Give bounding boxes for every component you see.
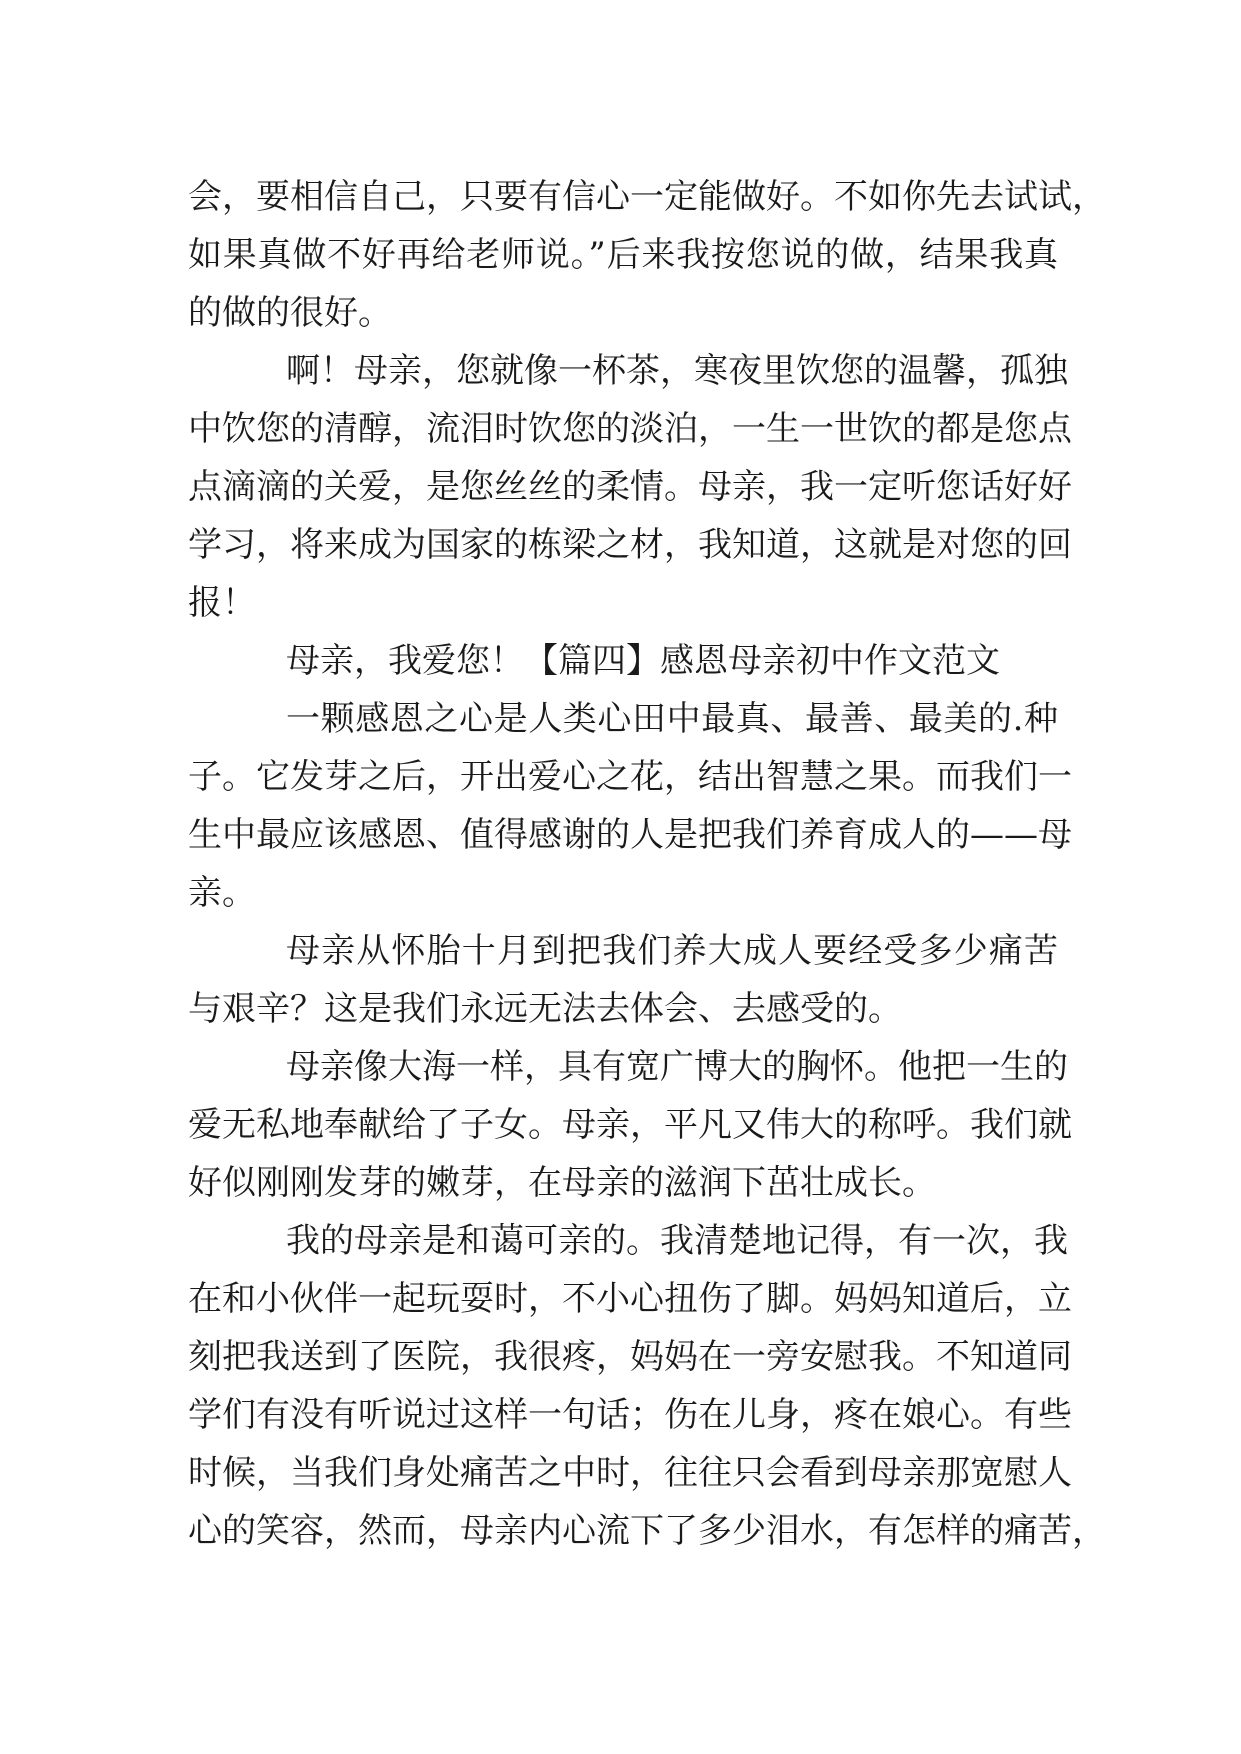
text-line: 学习，将来成为国家的栋梁之材，我知道，这就是对您的回 — [188, 525, 1072, 565]
text-line: 时候，当我们身处痛苦之中时，往往只会看到母亲那宽慰人 — [188, 1453, 1072, 1493]
text-line: 生中最应该感恩、值得感谢的人是把我们养育成人的——母 — [188, 815, 1072, 855]
text-line: 母亲像大海一样，具有宽广博大的胸怀。他把一生的 — [286, 1047, 1068, 1087]
text-line: 与艰辛？这是我们永远无法去体会、去感受的。 — [188, 989, 902, 1029]
text-line: 中饮您的清醇，流泪时饮您的淡泊，一生一世饮的都是您点 — [188, 409, 1072, 449]
text-line: 点滴滴的关爱，是您丝丝的柔情。母亲，我一定听您话好好 — [188, 467, 1072, 507]
text-line: 如果真做不好再给老师说。”后来我按您说的做，结果我真 — [188, 235, 1058, 275]
text-line: 爱无私地奉献给了子女。母亲，平凡又伟大的称呼。我们就 — [188, 1105, 1072, 1145]
text-line: 学们有没有听说过这样一句话；伤在儿身，疼在娘心。有些 — [188, 1395, 1072, 1435]
text-line: 刻把我送到了医院，我很疼，妈妈在一旁安慰我。不知道同 — [188, 1337, 1072, 1377]
text-line: 啊！母亲，您就像一杯茶，寒夜里饮您的温馨，孤独 — [286, 351, 1068, 391]
text-line: 子。它发芽之后，开出爱心之花，结出智慧之果。而我们一 — [188, 757, 1072, 797]
text-line: 报！ — [188, 583, 256, 623]
text-line: 母亲，我爱您！【篇四】感恩母亲初中作文范文 — [286, 641, 1000, 681]
text-line: 亲。 — [188, 873, 256, 913]
document-body — [188, 168, 1106, 1560]
text-line: 会，要相信自己，只要有信心一定能做好。不如你先去试试， — [188, 177, 1106, 217]
text-line: 的做的很好。 — [188, 293, 392, 333]
text-line: 我的母亲是和蔼可亲的。我清楚地记得，有一次，我 — [286, 1221, 1068, 1261]
text-line: 一颗感恩之心是人类心田中最真、最善、最美的.种 — [286, 699, 1058, 739]
text-line: 好似刚刚发芽的嫩芽，在母亲的滋润下茁壮成长。 — [188, 1163, 936, 1203]
text-line: 心的笑容，然而，母亲内心流下了多少泪水，有怎样的痛苦， — [188, 1511, 1106, 1551]
text-line: 在和小伙伴一起玩耍时，不小心扭伤了脚。妈妈知道后，立 — [188, 1279, 1072, 1319]
text-line: 母亲从怀胎十月到把我们养大成人要经受多少痛苦 — [286, 931, 1058, 971]
